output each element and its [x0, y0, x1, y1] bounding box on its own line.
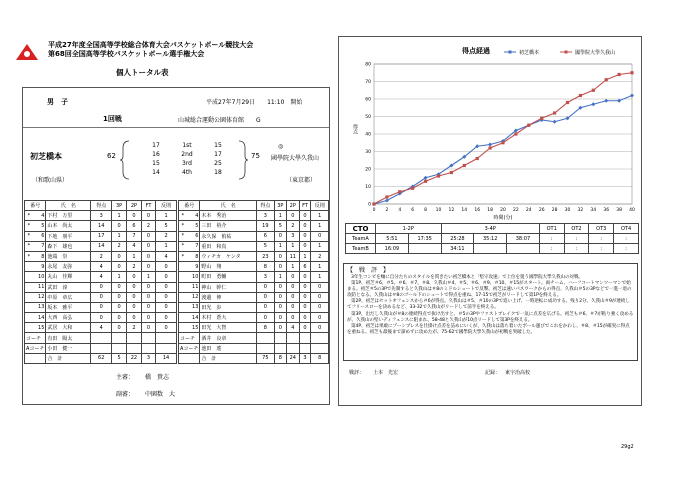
round-label: 1回戦: [103, 115, 122, 123]
summary-paragraph: 3年生コンビを軸に自分たちのスタイルを貫きたい初芝橋本と「堅守攻速」で上位を狙う國學院大學久我山の対戦。: [351, 275, 583, 280]
col-header: 番号: [25, 201, 46, 211]
y-tick-label: 20: [365, 167, 371, 173]
table-row: 11 神山 幹仁 0 0 0 0 0: [179, 282, 329, 292]
table-row: 14 大西 高弘 0 0 0 0 0: [25, 313, 177, 323]
score-bracket-left: [119, 140, 135, 180]
data-point: [579, 94, 582, 97]
recorder: 東宇治高校: [505, 370, 531, 376]
cto-header: OT1: [539, 224, 564, 234]
x-tick-label: 6: [411, 208, 415, 213]
x-tick-label: 34: [590, 208, 597, 213]
total-row: 合 計 62 5 22 3 14: [25, 353, 177, 363]
data-point: [385, 199, 389, 203]
summary-heading: 【 戦 評 】: [347, 267, 390, 274]
data-point: [527, 124, 530, 127]
chart-title: 得点経過: [462, 47, 490, 55]
x-tick-label: 16: [474, 208, 481, 213]
page-number: 29g2: [621, 444, 634, 450]
table-row: 15 武居 大和 4 0 2 0 0: [25, 323, 177, 333]
staff-row: コーチ 酒井 良章: [179, 333, 329, 343]
period-row: 17 1st 15: [152, 142, 222, 149]
y-axis-label: 得点: [352, 124, 358, 134]
x-tick-label: 36: [603, 208, 610, 213]
table-row: 12 渡邊 伸 0 0 0 0 0: [179, 292, 329, 302]
table-row: 10 町田 勇輔 3 1 0 0 1: [179, 272, 329, 282]
header-line1: 平成27年度全国高等学校総合体育大会バスケットボール競技大会: [48, 41, 254, 49]
data-point: [553, 111, 556, 114]
main-referee: 橋 貴志: [145, 374, 170, 381]
x-tick-label: 28: [551, 208, 558, 213]
teamB-name: 國學院大學久我山: [271, 155, 320, 162]
data-point: [630, 71, 633, 74]
col-header: 2P: [126, 201, 141, 211]
cto-header: OT4: [614, 224, 639, 234]
sub-referee: 中園数 大: [145, 391, 176, 398]
data-point: [540, 117, 543, 120]
x-tick-label: 30: [564, 208, 571, 213]
y-tick-label: 50: [365, 115, 371, 120]
x-tick-label: 4: [398, 208, 402, 213]
table-row: * 8 池端 崇 2 0 1 0 4: [25, 251, 177, 261]
x-axis-label: 時間(分): [493, 215, 513, 220]
data-point: [618, 73, 621, 76]
table-row: 9 永尾 友弥 4 0 2 0 0: [25, 262, 177, 272]
game-date: 平成27年7月29日 11:10 開始: [206, 99, 303, 106]
cto-header: OT3: [589, 224, 614, 234]
table-row: * 4 下村 万里 3 1 0 0 1: [25, 211, 177, 221]
col-header: 氏 名: [200, 201, 257, 211]
data-point: [450, 171, 453, 174]
cto-header: CTO: [346, 224, 376, 234]
teamB-score: 75: [251, 152, 260, 160]
x-tick-label: 12: [448, 208, 455, 213]
x-tick-label: 8: [424, 208, 428, 213]
y-tick-label: 70: [365, 80, 371, 85]
teamB-stats-table: [178, 200, 329, 364]
data-point: [398, 190, 401, 193]
main-referee-label: 主審：: [116, 374, 135, 381]
data-point: [514, 132, 517, 135]
x-tick-label: 14: [461, 208, 468, 213]
summary-paragraph: 第3P、出だし久我山が＃8の連続得点で抜け出すと、＃5の3Pやファストブレイクで一気に点差を広げる。初芝も＃6、＃7が粘り強く攻めるが、久我山の堅いディフェンスに阻まれ、58-48と久我山が10点リードして第3Pを終える。: [347, 311, 634, 323]
cto-row-a: TeamA 5:51 17:35 25:28 35:12 38:07 : : : :: [346, 234, 639, 244]
cto-header: OT2: [564, 224, 589, 234]
x-tick-label: 0: [372, 208, 376, 213]
table-row: 10 丸山 佳輝 4 1 0 1 0: [25, 272, 177, 282]
y-tick-label: 30: [365, 150, 371, 155]
summary-paragraph: 第2P、初芝はセットオフェンスから＃6が得点。久我山は＃5、＃10の3Pで追い上げ、一時逆転に成功する。残り2分、久我山＃9が連続してフリースローを決めるなど、33-32で久我山がリードして前半を終える。: [347, 299, 630, 311]
x-tick-label: 26: [538, 208, 545, 213]
table-row: 14 木村 蒼大 0 0 0 0 0: [179, 313, 329, 323]
data-point: [463, 164, 466, 167]
x-tick-label: 38: [616, 208, 622, 213]
x-tick-label: 32: [577, 208, 584, 213]
y-tick-label: 0: [368, 202, 371, 208]
recorder-label: 記録：: [485, 370, 501, 376]
cto-header: 1-2P: [376, 224, 442, 234]
table-row: * 6 永久保 侑祐 6 0 3 0 0: [179, 231, 329, 241]
col-header: 2P: [286, 201, 299, 211]
data-point: [605, 78, 608, 81]
data-point: [566, 101, 569, 104]
legend-label: 初芝橋本: [519, 50, 540, 56]
x-tick-label: 20: [500, 208, 506, 213]
header-line2: 第68回全国高等学校バスケットボール選手権大会: [48, 50, 205, 58]
legend-marker: [565, 51, 568, 54]
table-row: * 7 重田 和真 5 1 1 0 1: [179, 241, 329, 251]
teamA-stats-table: [24, 200, 177, 364]
data-point: [553, 120, 557, 124]
table-row: 13 田光 歩 0 0 0 0 0: [179, 302, 329, 312]
data-point: [488, 143, 492, 147]
table-row: * 6 下地 朋平 17 1 7 0 2: [25, 231, 177, 241]
venue-label: 山城総合運動公園体育館 G: [178, 117, 261, 124]
y-tick-label: 60: [365, 97, 371, 103]
col-header: 番号: [179, 201, 200, 211]
summary-paragraph: 第4P、初芝は果敢にゾーンプレスを仕掛け点差を詰めにいくが、久我山は落ち着いたボール運びでこれをかわし、＃8、＃15が確実に得点を重ねる。初芝も最後まで諦めずに攻めたが、75-62で國學院大學久我山が初戦を突破した。: [347, 323, 630, 335]
score-chart: [342, 40, 640, 220]
tournament-logo: [14, 42, 40, 62]
cto-table: [345, 223, 639, 254]
gender-label: 男 子: [47, 98, 68, 106]
table-row: 12 中原 章広 0 0 0 0 0: [25, 292, 177, 302]
data-point: [424, 180, 427, 183]
col-header: 反則: [311, 201, 329, 211]
col-header: FT: [299, 201, 311, 211]
writer: 土本 光宏: [373, 370, 399, 376]
table-row: * 8 ウィチカ ケンタ 23 0 11 1 2: [179, 251, 329, 261]
x-tick-label: 18: [487, 208, 493, 213]
cto-header: 3-4P: [441, 224, 539, 234]
teamB-pref: （東京都）: [286, 177, 317, 184]
summary-paragraph: 第1P、初芝＃6、＃5、＃6、＃7、＃8、久我山＃4、＃5、＃6、＃9、＃10、＃15がスタート。両チーム、ハーフコートマンツーマンで始まる。初芝＃5の3Pで先制すると久我山は＃8のミドルシュートで反撃。初芝は速いパスワークからの得点、久我山＃5の3Pなどで一進一退の攻防となる。久我山は＃8のゴール下のシュートで得点を重ね、17-15で初芝がリードして第1Pを終える。: [347, 281, 632, 299]
col-header: 氏 名: [46, 201, 91, 211]
staff-row: Aコーチ 池田 遙: [179, 343, 329, 353]
sub-referee-label: 副審：: [116, 391, 135, 398]
total-row: 合 計 75 8 24 3 8: [179, 353, 329, 363]
period-row: 15 3rd 25: [152, 160, 222, 167]
data-point: [617, 99, 621, 103]
x-tick-label: 22: [513, 208, 519, 213]
data-point: [501, 141, 504, 144]
table-row: 13 坂本 雅平 0 0 0 0 0: [25, 302, 177, 312]
staff-row: Aコーチ 小田 健一: [25, 343, 177, 353]
staff-row: コーチ 有田 陽太: [25, 333, 177, 343]
data-point: [437, 174, 440, 177]
table-row: 11 武田 淳 0 0 0 0 0: [25, 282, 177, 292]
cto-row-b: TeamB 16:09 34:11 : : : :: [346, 244, 639, 254]
writer-label: 戦評：: [349, 370, 365, 376]
data-point: [591, 102, 595, 106]
col-header: 3P: [112, 201, 127, 211]
period-row: 16 2nd 17: [152, 151, 222, 158]
data-point: [476, 157, 479, 160]
table-row: * 4 木本 秀治 3 1 0 0 1: [179, 211, 329, 221]
data-point: [592, 89, 595, 92]
legend-label: 國學院大學久我山: [575, 50, 616, 56]
y-tick-label: 40: [365, 132, 371, 138]
col-header: 得点: [91, 201, 112, 211]
col-header: 反則: [156, 201, 177, 211]
data-point: [489, 146, 492, 149]
x-tick-label: 24: [525, 208, 532, 213]
y-tick-label: 80: [365, 62, 371, 68]
game-summary: [343, 263, 638, 361]
table-row: * 5 山本 尚太 14 0 6 2 5: [25, 221, 177, 231]
x-tick-label: 40: [629, 208, 635, 213]
table-row: * 5 三田 裕介 19 5 2 0 1: [179, 221, 329, 231]
y-tick-label: 10: [365, 185, 371, 190]
data-point: [411, 187, 414, 190]
player-stats-panel: [22, 87, 330, 405]
score-bracket-right: [235, 140, 251, 180]
teamA-pref: （和歌山県）: [32, 177, 69, 184]
legend-marker: [509, 51, 512, 54]
data-point: [372, 202, 375, 205]
data-point: [604, 99, 608, 103]
data-point: [385, 195, 388, 198]
x-tick-label: 2: [385, 208, 389, 213]
col-header: 3P: [274, 201, 286, 211]
period-row: 14 4th 18: [152, 169, 222, 176]
col-header: FT: [141, 201, 155, 211]
data-point: [630, 94, 634, 98]
table-row: 15 田光 大智 8 0 4 0 0: [179, 323, 329, 333]
series-line: [374, 73, 632, 204]
winner-mark: ◎: [278, 143, 284, 150]
teamA-name: 初芝橋本: [30, 152, 62, 161]
table-row: * 7 森下 雄也 14 2 4 0 1: [25, 241, 177, 251]
table-row: 9 野山 翔 8 0 1 6 1: [179, 262, 329, 272]
teamA-score: 62: [107, 152, 116, 160]
x-tick-label: 10: [435, 208, 442, 213]
header-line3: 個人トータル表: [116, 68, 169, 77]
col-header: 得点: [257, 201, 275, 211]
